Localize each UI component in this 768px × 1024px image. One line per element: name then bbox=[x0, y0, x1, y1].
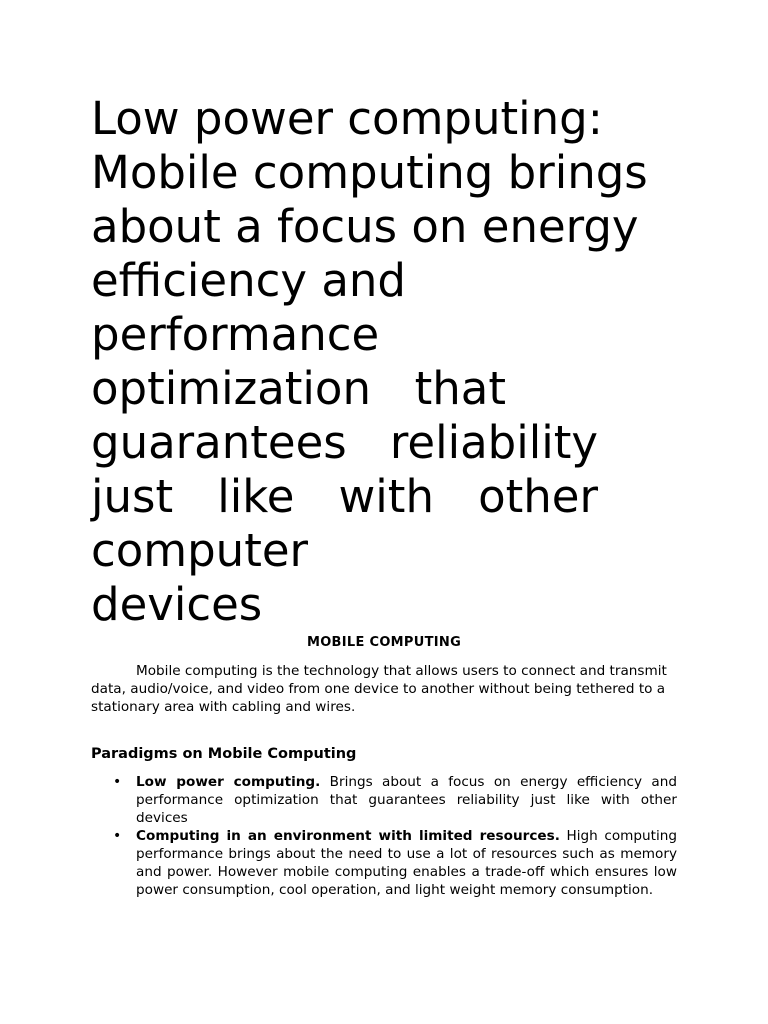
title-line: Low power computing: bbox=[91, 92, 603, 145]
bullet-text: High computing performance brings about the need to use a lot of resources such as memory and power. However mobile computing enables a trade-off which ensures low power consumption, cool operation, and light weight memory consumption. bbox=[136, 828, 677, 898]
title-word: other bbox=[478, 470, 598, 523]
title-line: Mobile computing brings bbox=[91, 146, 648, 199]
title-word: guarantees bbox=[91, 416, 347, 469]
title-line: efficiency and bbox=[91, 254, 406, 307]
title-line: devices bbox=[91, 578, 263, 631]
list-item bbox=[91, 827, 677, 899]
bullet-icon: • bbox=[113, 774, 122, 790]
title-line-justified bbox=[91, 470, 598, 524]
section-heading: MOBILE COMPUTING bbox=[306, 635, 462, 650]
paradigms-list bbox=[91, 773, 677, 899]
paradigms-heading: Paradigms on Mobile Computing bbox=[91, 746, 357, 762]
title-line: computer bbox=[91, 524, 309, 577]
page-title bbox=[91, 92, 691, 632]
title-word: that bbox=[414, 362, 506, 415]
bullet-icon: • bbox=[113, 828, 122, 844]
title-word: like bbox=[217, 470, 295, 523]
intro-paragraph: Mobile computing is the technology that allows users to connect and transmit data, audio/voice, and video from one device to another without being tethered to a stationary area with cabling and wires. bbox=[91, 663, 667, 715]
title-word: optimization bbox=[91, 362, 371, 415]
title-line-justified bbox=[91, 362, 506, 416]
bullet-text: Brings about a focus on energy efficiency and performance optimization that guarantees reliability just like with other devices bbox=[136, 774, 677, 826]
title-word: just bbox=[91, 470, 174, 523]
list-item bbox=[91, 773, 677, 827]
title-line: performance bbox=[91, 308, 380, 361]
title-line-justified bbox=[91, 416, 598, 470]
title-line: about a focus on energy bbox=[91, 200, 639, 253]
title-word: reliability bbox=[389, 416, 598, 469]
bullet-term: Computing in an environment with limited resources. bbox=[136, 828, 560, 844]
title-word: with bbox=[338, 470, 434, 523]
bullet-term: Low power computing. bbox=[136, 774, 321, 790]
